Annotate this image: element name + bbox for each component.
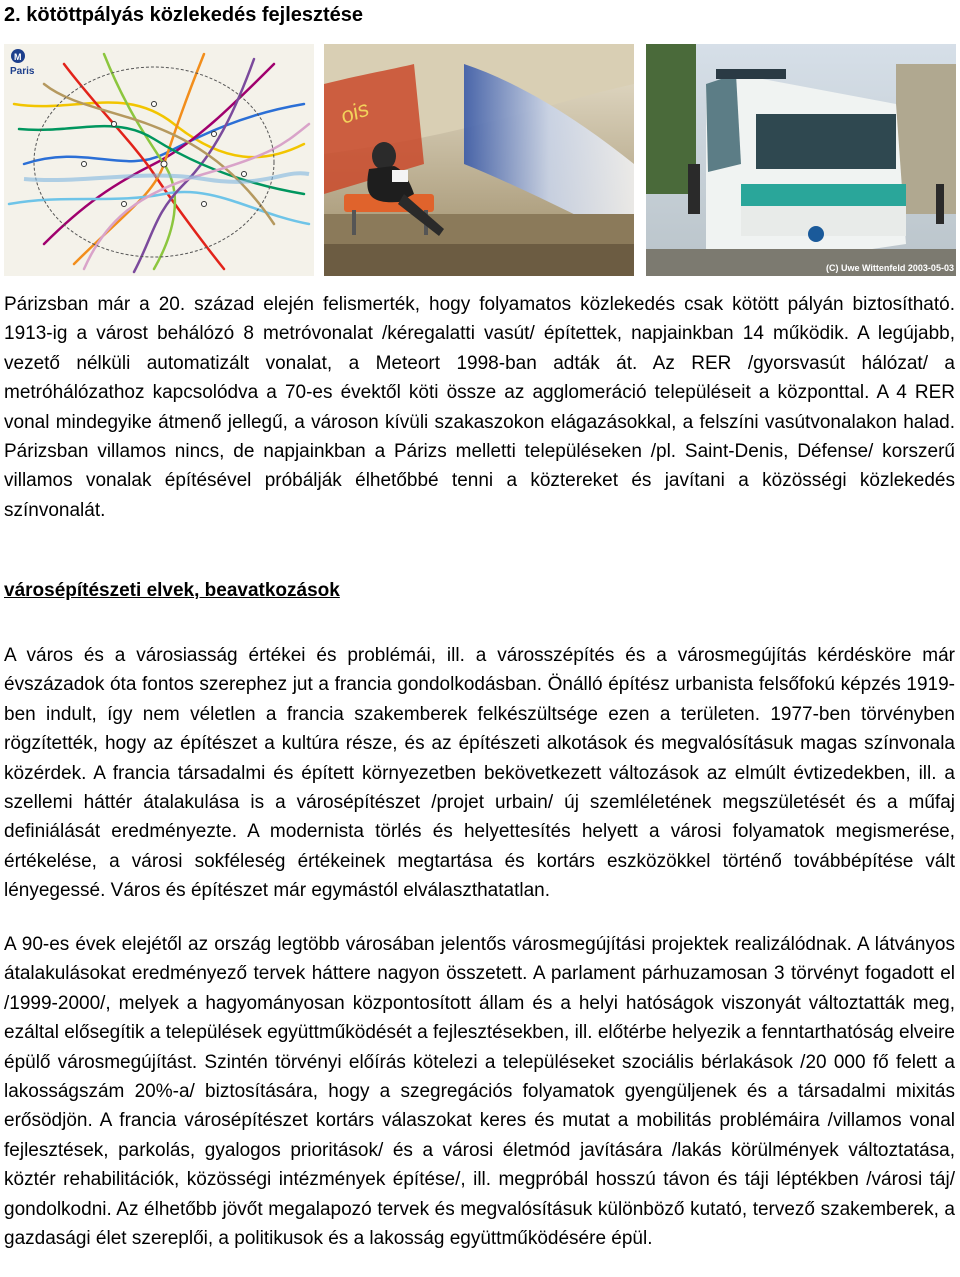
paragraph-urban-values: A város és a városiasság értékei és problémái, ill. a városszépítés és a városmegújítás kérdésköre már évszázadok óta fontos szerephez jut a francia gondolkodásban. Önálló építész urbanista felsőfokú képzés 1919-ben indult, így nem véletlen a francia szakemberek felkészültsége ezen a területen. 1977-ben törvényben rögzítették, hogy az építészet a kultúra része, és az építészeti alkotások és megvalósításuk magas színvonala közérdek. A francia társadalmi és épített környezetben bekövetkezett változások az elmúlt évtizedekben, ill. a szellemi háttér átalakulása is a városépítészet /projet urbain/ új szemléletének megszületését és a műfaj definiálását eredményezte. A modernista törlés és helyettesítés helyett a városi folyamatok megismerése, értékelése, a városi sokféleség értékeinek megtartása és kortárs eszközökkel történő továbbépítése vált lényegessé. Város és építészet már egymástól elválaszthatatlan.: [4, 645, 955, 902]
svg-text:ois: ois: [337, 95, 373, 129]
svg-text:M: M: [14, 52, 22, 62]
paragraph-rail-transport: Párizsban már a 20. század elején felismerték, hogy folyamatos közlekedés csak kötött pályán biztosítható. 1913-ig a várost behálózó 8 metróvonalat /kéregalatti vasút/ építettek, napjainkban 14 működik. A legújabb, vezető nélküli automatizált vonalat, a Meteort 1998-ban adták át. Az RER /gyorsvasút hálózat/ a metróhálózathoz kapcsolódva a 70-es évektől köti össze az agglomeráció településeit a központtal. A 4 RER vonal mindegyike átmenő jellegű, a városon kívüli szakaszokon elágazásokkal, a felszíni vasútvonalakon halad. Párizsban villamos nincs, de napjainkban a Párizs melletti településeken /pl. Saint-Denis, Défense/ korszerű villamos vonalak építésével próbálják élhetőbbé tenni a köztereket és javítani a közösségi közlekedés színvonalát.: [4, 294, 955, 521]
photo-row: [4, 44, 956, 276]
photo-credit: (C) Uwe Wittenfeld 2003-05-03: [826, 263, 954, 273]
tram-image: [646, 44, 956, 276]
map-title: Paris: [10, 66, 35, 77]
paragraph-urban-renewal: A 90-es évek elejétől az ország legtöbb városában jelentős városmegújítási projektek realizálódnak. A látványos átalakulásokat eredményező tervek háttere nagyon összetett. A parlament párhuzamosan 3 törvényt fogadott el /1999-2000/, melyek a hagyományosan központosított állam és a helyi hatóságok viszonyát változtatták meg, ezáltal elősegítik a települések együttműködését a fejlesztésekben, ill. előtérbe helyezik a fenntarthatóság elveire épülő városmegújítást. Szintén törvényi előírás kötelezi a településeket szociális bérlakások /20 000 fő felett a lakosságszám 20%-a/ biztosítására, hogy a szegregációs folyamatok gyengüljenek és a társadalmi mixitás erősödjön. A francia városépítészet kortárs válaszokat keres és mutat a mobilitás problémáira /villamos vonal fejlesztések, parkolás, gyalogos prioritások/ és a városi életmód javítására /lakás körülmények változtatása, köztér rehabilitációk, közösségi intézmények építése/, ill. megpróbál hosszú távon és táji léptékben /városi táj/ gondolkodni. Az élhetőbb jövőt megalapozó tervek és megvalósításuk különböző kutató, tervező szakemberek, a gazdasági élet szereplői, a politikusok és a lakosság együttműködésére épül.: [4, 934, 955, 1250]
metro-map-image: [4, 44, 314, 276]
metro-station-image: [324, 44, 634, 276]
section-heading: 2. kötöttpályás közlekedés fejlesztése: [4, 4, 364, 26]
subheading-urban-principles: városépítészeti elvek, beavatkozások: [4, 580, 340, 601]
